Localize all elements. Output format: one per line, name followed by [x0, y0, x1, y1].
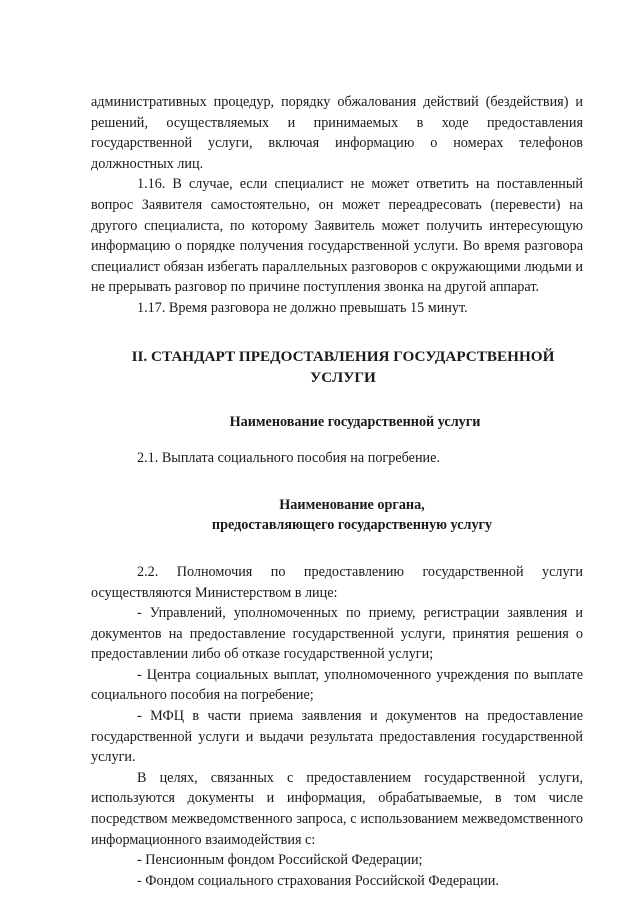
- list-item-mfc: - МФЦ в части приема заявления и документов на предоставление государственной услуги и выдачи результата предоставления государственной услуги.: [91, 708, 583, 766]
- subheading-organ-line-1: Наименование органа,: [279, 496, 425, 513]
- paragraph-1-17: 1.17. Время разговора не должно превышать 15 минут.: [137, 299, 468, 316]
- paragraph-2-2: 2.2. Полномочия по предоставлению государственной услуги осуществляются Министерством в лице:: [91, 563, 583, 601]
- list-item-social-fund: - Фондом социального страхования Российской Федерации.: [137, 872, 499, 889]
- subheading-organ: [91, 495, 583, 536]
- subheading-service-name: Наименование государственной услуги: [229, 413, 481, 430]
- section-heading: II. СТАНДАРТ ПРЕДОСТАВЛЕНИЯ ГОСУДАРСТВЕННОЙ УСЛУГИ: [131, 347, 555, 386]
- subheading-organ-line-2: предоставляющего государственную услугу: [211, 517, 493, 534]
- paragraph-2-1: 2.1. Выплата социального пособия на погребение.: [137, 450, 440, 467]
- paragraph-continuation: административных процедур, порядку обжалования действий (бездействия) и решений, осуществляемых и принимаемых в ходе предоставления государственной услуги, включая информацию о номерах телефонов должностных лиц.: [91, 94, 583, 172]
- paragraph-1-16: 1.16. В случае, если специалист не может ответить на поставленный вопрос Заявителя самостоятельно, он может переадресовать (перевести) на другого специалиста, по которому Заявитель может получить интересующую информацию о порядке получения государственной услуги. Во время разговора специалист обязан избегать параллельных разговоров с окружающими людьми и не прерывать разговор по причине поступления звонка на другой аппарат.: [91, 176, 583, 296]
- list-item-center: - Центра социальных выплат, уполномоченного учреждения по выплате социального пособия на погребение;: [91, 666, 583, 704]
- list-item-departments: - Управлений, уполномоченных по приему, регистрации заявления и документов на предоставление государственной услуги, принятия решения о предоставлении либо об отказе государственной услуги;: [91, 605, 583, 663]
- list-item-pension-fund: - Пенсионным фондом Российской Федерации;: [137, 852, 423, 869]
- paragraph-interagency: В целях, связанных с предоставлением государственной услуги, используются документы и информация, обрабатываемые, в том числе посредством межведомственного запроса, с использованием межведомственного информационного взаимодействия с:: [91, 769, 583, 848]
